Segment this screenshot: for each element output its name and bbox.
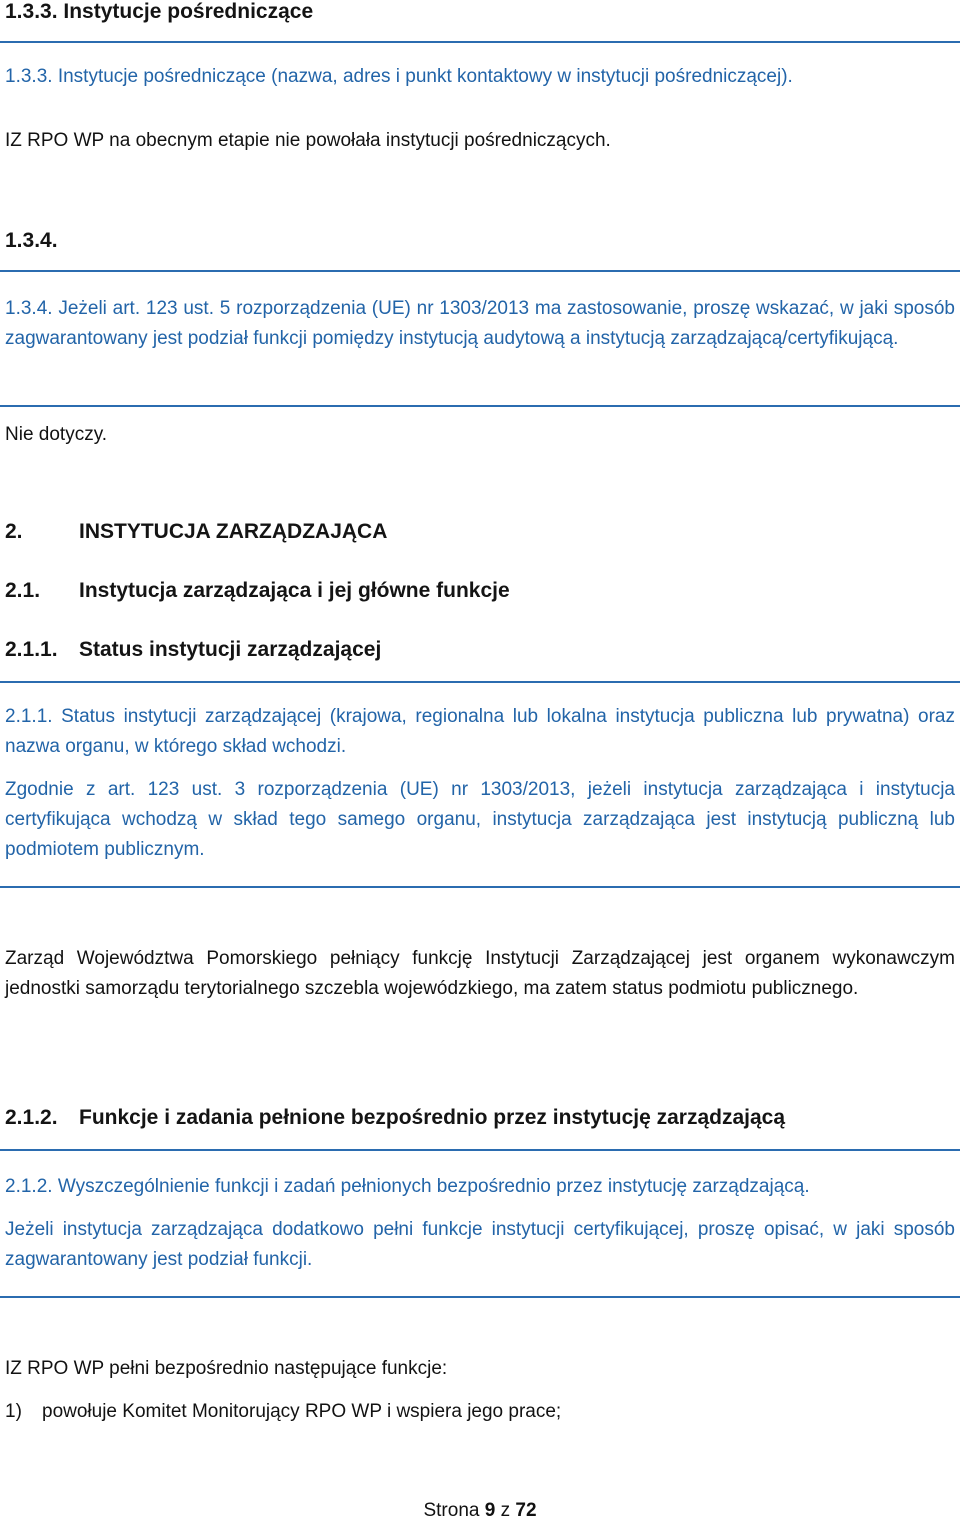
footer-total-pages: 72	[515, 1500, 537, 1521]
section-1-3-4-answer: Nie dotyczy.	[5, 424, 108, 445]
list-item	[5, 1397, 561, 1427]
divider	[0, 886, 960, 888]
section-1-3-4-heading: 1.3.4.	[5, 229, 58, 252]
divider	[0, 681, 960, 683]
section-2-1-1-title: Status instytucji zarządzającej	[79, 638, 382, 661]
footer-label: Strona	[423, 1500, 480, 1521]
section-2-1-2-heading	[5, 1106, 785, 1130]
section-2-1-1-number: 2.1.1.	[5, 638, 58, 661]
section-2-1-2-question: 2.1.2. Wyszczególnienie funkcji i zadań pełnionych bezpośrednio przez instytucję zarządzającą.	[5, 1176, 810, 1197]
section-2-1-number: 2.1.	[5, 579, 41, 602]
section-2-1-2-title: Funkcje i zadania pełnione bezpośrednio przez instytucję zarządzającą	[79, 1106, 786, 1129]
section-2-1-1-note: Zgodnie z art. 123 ust. 3 rozporządzenia (UE) nr 1303/2013, jeżeli instytucja zarządzająca i instytucja certyfikująca wchodzą w skład tego samego organu, instytucja zarządzająca jest instytucją publiczną lub podmiotem publicznym.	[5, 779, 955, 860]
footer-separator: z	[500, 1500, 511, 1521]
section-2-1-2-number: 2.1.2.	[5, 1106, 58, 1129]
footer-page-number: 9	[484, 1500, 496, 1521]
divider	[0, 41, 960, 43]
section-2-1-2-note: Jeżeli instytucja zarządzająca dodatkowo pełni funkcje instytucji certyfikującej, proszę opisać, w jaki sposób zagwarantowany jest podział funkcji.	[5, 1219, 955, 1270]
section-2-1-1-question: 2.1.1. Status instytucji zarządzającej (krajowa, regionalna lub lokalna instytucja publiczna lub prywatna) oraz nazwa organu, w którego skład wchodzi.	[5, 706, 955, 757]
section-2-1-title: Instytucja zarządzająca i jej główne funkcje	[79, 579, 510, 602]
divider	[0, 270, 960, 272]
chapter-2-title: INSTYTUCJA ZARZĄDZAJĄCA	[79, 520, 388, 543]
section-2-1-2-answer-intro: IZ RPO WP pełni bezpośrednio następujące funkcje:	[5, 1358, 448, 1379]
section-1-3-4-question: 1.3.4. Jeżeli art. 123 ust. 5 rozporządzenia (UE) nr 1303/2013 ma zastosowanie, proszę wskazać, w jaki sposób zagwarantowany jest podział funkcji pomiędzy instytucją audytową a instytucją zarządzającą/certyfikującą.	[5, 298, 955, 349]
section-1-3-3-heading: 1.3.3. Instytucje pośredniczące	[5, 0, 314, 23]
divider	[0, 1149, 960, 1151]
divider	[0, 1296, 960, 1298]
chapter-2-heading	[5, 520, 387, 544]
section-2-1-1-heading	[5, 638, 381, 662]
chapter-2-number: 2.	[5, 520, 23, 543]
section-2-1-heading	[5, 579, 510, 603]
list-item-text: powołuje Komitet Monitorujący RPO WP i wspiera jego prace;	[42, 1401, 562, 1422]
list-item-number: 1)	[5, 1401, 22, 1422]
section-1-3-3-answer: IZ RPO WP na obecnym etapie nie powołała instytucji pośredniczących.	[5, 130, 611, 151]
divider	[0, 405, 960, 407]
section-2-1-1-answer: Zarząd Województwa Pomorskiego pełniący funkcję Instytucji Zarządzającej jest organem wykonawczym jednostki samorządu terytorialnego szczebla wojewódzkiego, ma zatem status podmiotu publicznego.	[5, 948, 955, 999]
section-1-3-3-question: 1.3.3. Instytucje pośredniczące (nazwa, adres i punkt kontaktowy w instytucji pośredniczącej).	[5, 66, 793, 87]
page-footer	[0, 1500, 960, 1522]
